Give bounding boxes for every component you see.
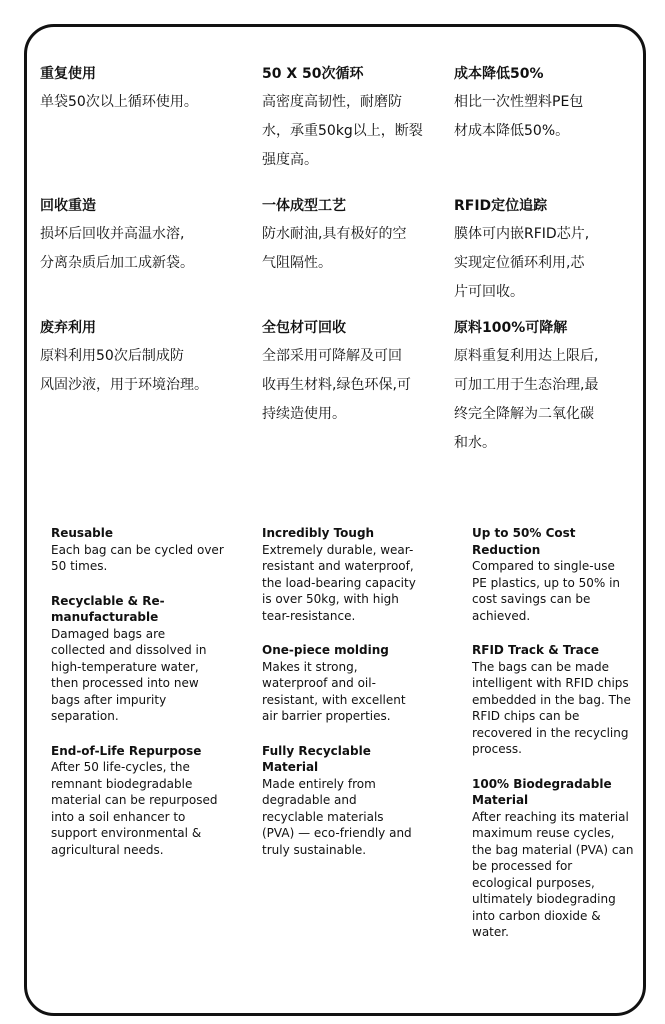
cn-body-biodegradable: 原料重复利用达上限后, 可加工用于生态治理,最 终完全降解为二氧化碳 和水。 (454, 348, 599, 451)
en-block-rfid (472, 642, 642, 758)
cn-body-material: 全部采用可降解及可回 收再生材料,绿色环保,可 持续造使用。 (262, 348, 411, 422)
cn-body-cycle: 高密度高韧性，耐磨防 水，承重50kg以上，断裂 强度高。 (262, 94, 423, 168)
cn-body-recycle: 损坏后回收并高温水溶, 分离杂质后加工成新袋。 (40, 226, 194, 271)
en-title: 100% Biodegradable Material (472, 776, 612, 807)
en-block-cost (472, 525, 642, 624)
cn-title-rfid: RFID定位追踪 (454, 198, 548, 214)
en-body: Damaged bags are collected and dissolved in high-temperature water, then processed into new bags after impurity separation. (51, 626, 207, 723)
cn-title-molding: 一体成型工艺 (262, 198, 346, 214)
en-body: Compared to single-use PE plastics, up to 50% in cost savings can be achieved. (472, 559, 621, 623)
cn-title-material: 全包材可回收 (262, 320, 346, 336)
en-block-recyclable (51, 593, 241, 725)
en-title: Incredibly Tough (262, 526, 375, 540)
en-title: One-piece molding (262, 643, 389, 657)
en-title: End-of-Life Repurpose (51, 743, 202, 758)
cn-title-recycle: 回收重造 (40, 198, 96, 214)
cn-body-rfid: 膜体可内嵌RFID芯片, 实现定位循环利用,芯 片可回收。 (454, 226, 590, 300)
cn-body-repurpose: 原料利用50次后制成防 风固沙液，用于环境治理。 (40, 348, 208, 393)
cn-title-repurpose: 废弃利用 (40, 320, 96, 336)
en-block-fully-recyclable (262, 743, 452, 859)
cn-body-cost: 相比一次性塑料PE包 材成本降低50%。 (454, 94, 584, 139)
en-title: Reusable (51, 526, 114, 540)
en-column-1 (51, 525, 241, 876)
cn-title-cycle: 50 X 50次循环 (262, 66, 364, 82)
en-column-2 (262, 525, 452, 876)
en-body: Makes it strong, waterproof and oil- resistant, with excellent air barrier properties. (262, 659, 406, 723)
en-title: Up to 50% Cost Reduction (472, 526, 576, 557)
en-title: RFID Track & Trace (472, 643, 599, 657)
cn-body-reuse: 单袋50次以上循环使用。 (40, 94, 198, 110)
en-body: Extremely durable, wear- resistant and waterproof, the load-bearing capacity is over 50kg, with high tear-resistance. (262, 542, 416, 623)
cn-title-reuse: 重复使用 (40, 66, 96, 82)
en-block-tough (262, 525, 452, 624)
en-body: Each bag can be cycled over 50 times. (51, 542, 224, 573)
en-body: The bags can be made intelligent with RFID chips embedded in the bag. The RFID chips can be recovered in the recycling process. (472, 659, 631, 756)
cn-title-cost: 成本降低50% (454, 66, 544, 82)
en-body: After 50 life-cycles, the remnant biodegradable material can be repurposed into a soil enhancer to support environmental & agricultural needs. (51, 760, 218, 857)
cn-title-biodegradable: 原料100%可降解 (454, 320, 568, 336)
en-title: Fully Recyclable Material (262, 743, 371, 774)
en-title: Recyclable & Re- manufacturable (51, 593, 165, 624)
en-block-end-of-life (51, 743, 241, 859)
en-column-3 (472, 525, 642, 959)
en-block-molding (262, 642, 452, 725)
cn-body-molding: 防水耐油,具有极好的空 气阻隔性。 (262, 226, 407, 271)
en-block-reusable (51, 525, 241, 575)
en-block-biodegradable (472, 776, 642, 941)
en-body: After reaching its material maximum reuse cycles, the bag material (PVA) can be processed for ecological purposes, ultimately biodegrading into carbon dioxide & water. (472, 809, 634, 939)
en-body: Made entirely from degradable and recyclable materials (PVA) — eco-friendly and truly sustainable. (262, 776, 412, 857)
